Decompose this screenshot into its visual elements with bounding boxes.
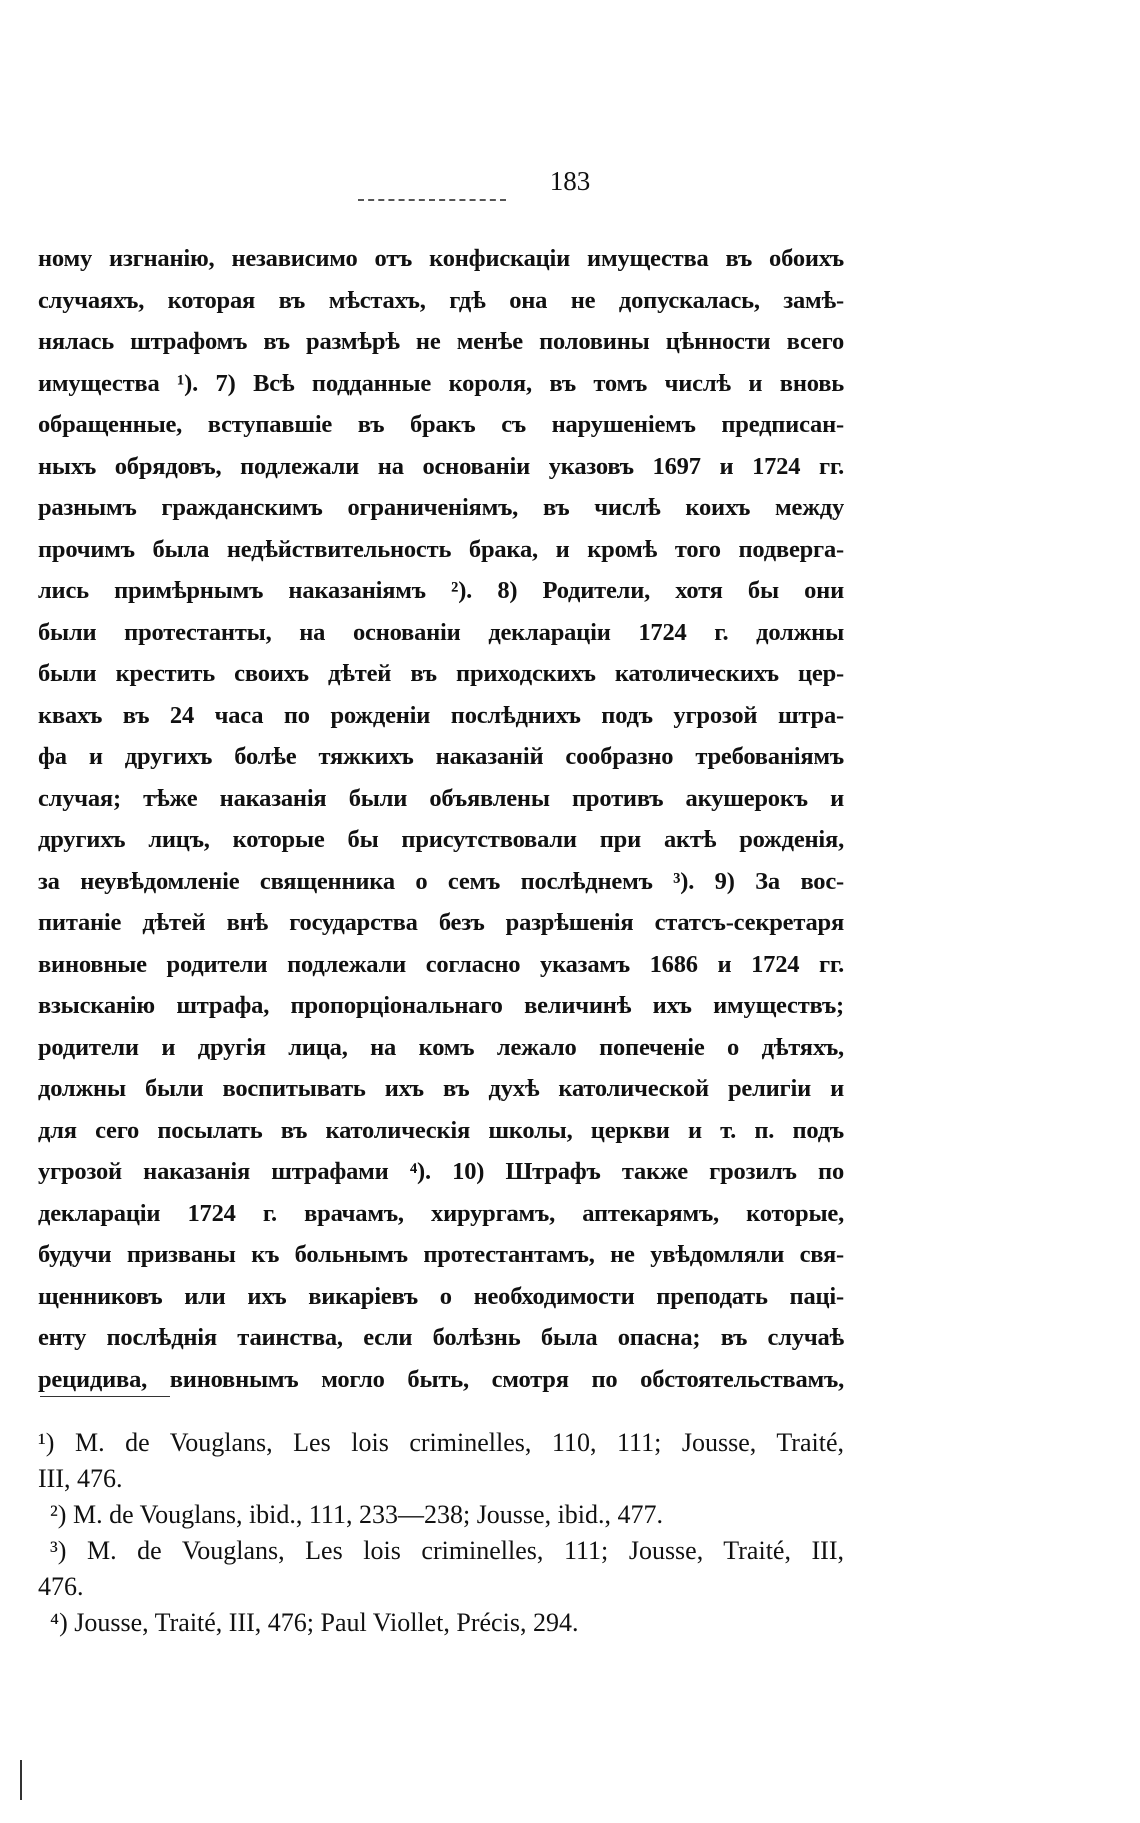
body-line: ному изгнанію, независимо отъ конфискаціи имущества въ обоихъ [38, 245, 844, 272]
body-line: рецидива, виновнымъ могло быть, смотря по обстоятельствамъ, [38, 1365, 844, 1393]
body-line: случаяхъ, которая въ мѣстахъ, гдѣ она не допускалась, замѣ- [38, 286, 844, 314]
body-line: имущества ¹). 7) Всѣ подданные короля, въ томъ числѣ и вновь [38, 369, 844, 397]
footnote-line: ⁴) Jousse, Traité, III, 476; Paul Viollet, Précis, 294. [50, 1608, 579, 1637]
body-line: были крестить своихъ дѣтей въ приходскихъ католическихъ цер- [38, 660, 844, 687]
footnote-line: ³) M. de Vouglans, Les lois criminelles, 111; Jousse, Traité, III, [50, 1536, 844, 1565]
body-line: щенниковъ или ихъ викаріевъ о необходимости преподать паці- [38, 1282, 844, 1310]
body-text [38, 238, 844, 1400]
body-line: угрозой наказанія штрафами ⁴). 10) Штрафъ также грозилъ по [38, 1158, 844, 1185]
body-line: разнымъ гражданскимъ ограниченіямъ, въ числѣ коихъ между [38, 494, 844, 521]
body-line: другихъ лицъ, которые бы присутствовали при актѣ рожденія, [38, 826, 844, 853]
page-number-rule [358, 196, 506, 201]
scan-edge-mark [20, 1760, 22, 1800]
footnotes [38, 1425, 844, 1641]
footnote-line: 476. [38, 1572, 84, 1601]
footnote-line: ²) M. de Vouglans, ibid., 111, 233—238; Jousse, ibid., 477. [50, 1500, 664, 1529]
body-line: фа и другихъ болѣе тяжкихъ наказаній сообразно требованіямъ [38, 743, 844, 770]
body-line: деклараціи 1724 г. врачамъ, хирургамъ, аптекарямъ, которые, [38, 1199, 844, 1227]
body-line: лись примѣрнымъ наказаніямъ ²). 8) Родители, хотя бы они [38, 577, 844, 604]
footnote-line: III, 476. [38, 1464, 123, 1493]
footnote-line: ¹) M. de Vouglans, Les lois criminelles, 110, 111; Jousse, Traité, [38, 1428, 844, 1457]
body-line: виновные родители подлежали согласно указамъ 1686 и 1724 гг. [38, 950, 844, 978]
body-line: за неувѣдомленіе священника о семъ послѣднемъ ³). 9) За вос- [38, 867, 844, 895]
body-line: для сего посылать въ католическія школы, церкви и т. п. подъ [38, 1116, 844, 1144]
body-line: прочимъ была недѣйствительность брака, и кромѣ того подверга- [38, 535, 844, 563]
body-line: должны были воспитывать ихъ въ духѣ католической религіи и [38, 1075, 844, 1102]
body-line: питаніе дѣтей внѣ государства безъ разрѣшенія статсъ-секретаря [38, 909, 844, 936]
body-line: родители и другія лица, на комъ лежало попеченіе о дѣтяхъ, [38, 1033, 844, 1061]
footnote-separator [40, 1396, 170, 1397]
body-line: енту послѣднія таинства, если болѣзнь была опасна; въ случаѣ [38, 1324, 844, 1351]
body-line: случая; тѣже наказанія были объявлены противъ акушерокъ и [38, 784, 844, 812]
body-line: были протестанты, на основаніи деклараціи 1724 г. должны [38, 618, 844, 646]
body-line: обращенные, вступавшіе въ бракъ съ нарушеніемъ предписан- [38, 411, 844, 438]
body-line: взысканію штрафа, пропорціональнаго величинѣ ихъ имуществъ; [38, 992, 844, 1019]
body-line: квахъ въ 24 часа по рожденіи послѣднихъ подъ угрозой штра- [38, 701, 844, 729]
body-line: будучи призваны къ больнымъ протестантамъ, не увѣдомляли свя- [38, 1241, 844, 1268]
page-number: 183 [549, 166, 591, 196]
body-line: ныхъ обрядовъ, подлежали на основаніи указовъ 1697 и 1724 гг. [38, 452, 844, 480]
body-line: нялась штрафомъ въ размѣрѣ не менѣе половины цѣнности всего [38, 328, 844, 355]
